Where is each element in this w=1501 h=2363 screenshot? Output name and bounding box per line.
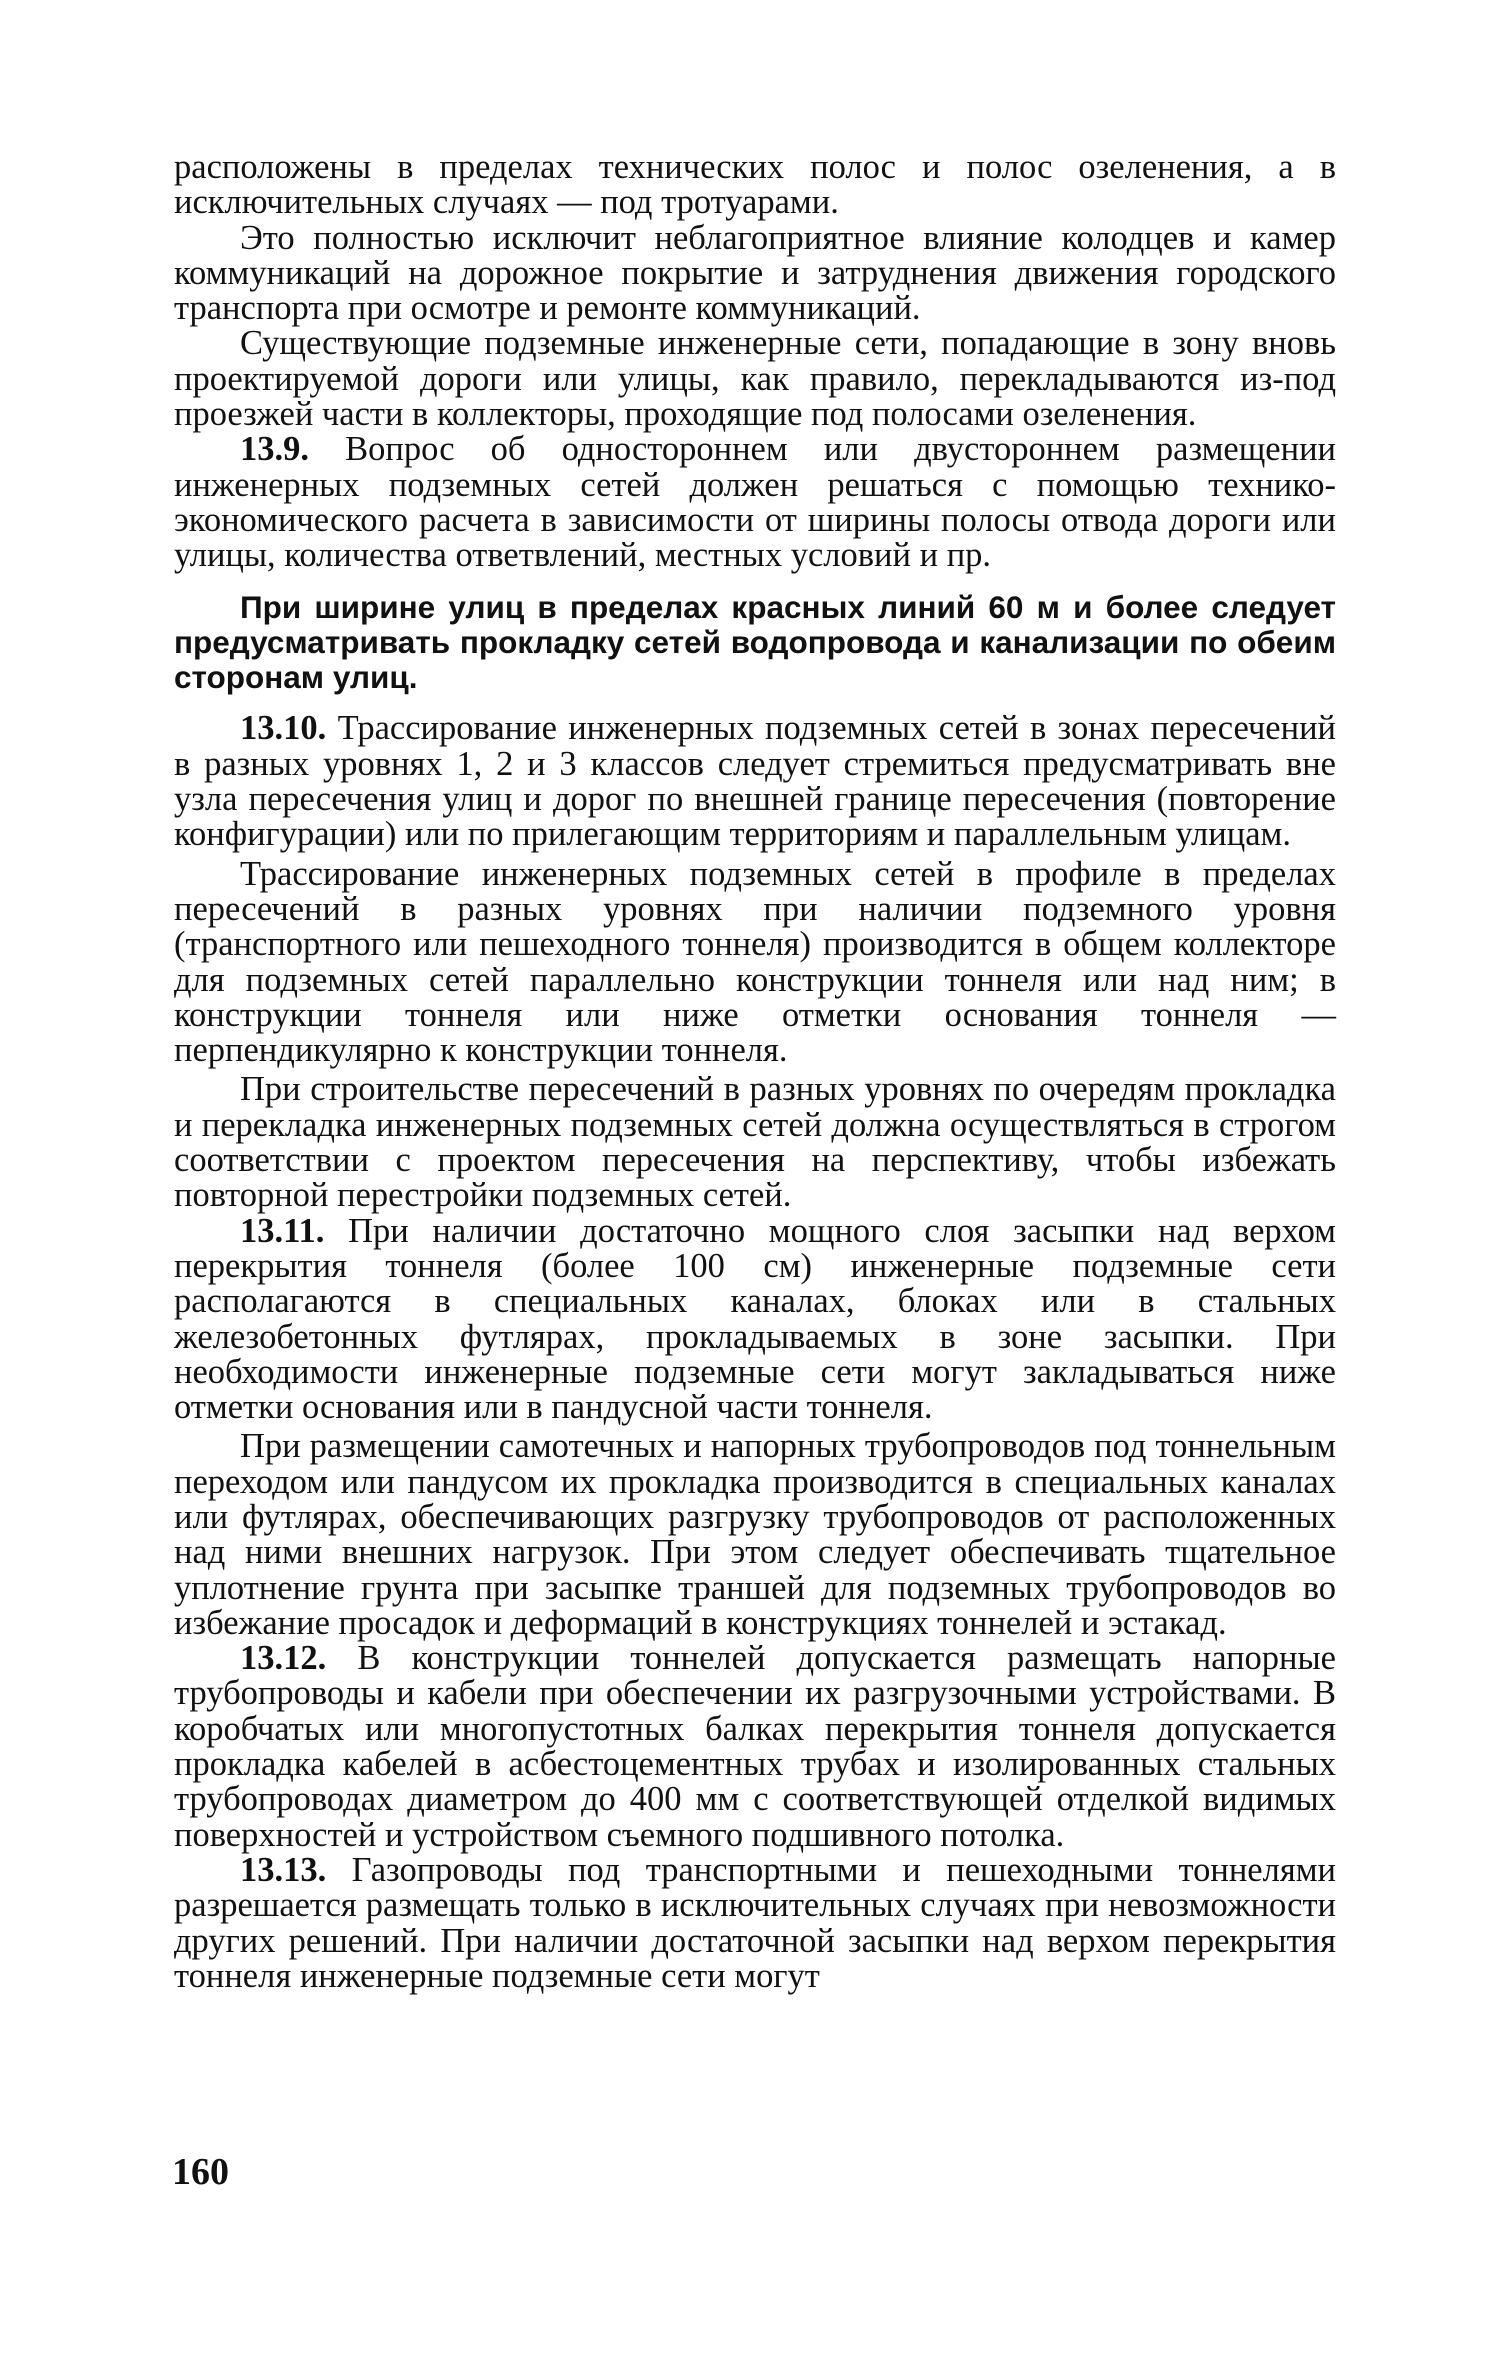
- section-13-10: [174, 711, 1336, 852]
- section-13-13: [174, 1850, 1336, 1995]
- section-number: 13.12.: [240, 1639, 327, 1678]
- paragraph-text: Трассирование инженерных подземных сетей в профиле в пределах пересечений в разных уровнях при наличии подземного уровня (транспортного или пешеходного тоннеля) производится в общем коллекторе для подземных сетей параллельно конструкции тоннеля или над ним; в конструкции тоннеля или ниже отметки основания тоннеля — перпендикулярно к конструкции тоннеля.: [174, 854, 1336, 1070]
- section-number: 13.10.: [240, 709, 327, 748]
- section-13-9: [174, 432, 1336, 573]
- paragraph: [174, 218, 1336, 328]
- paragraph-text: В конструкции тоннелей допускается размещать напорные трубопроводы и кабели при обеспечении их разгрузочными устройствами. В коробчатых или многопустотных балках перекрытия тоннеля допускается прокладка кабелей в асбестоцементных трубах и изолированных стальных трубопроводах диаметром до 400 мм с соответствующей отделкой видимых поверхностей и устройством съемного подшивного потолка.: [174, 1639, 1336, 1854]
- paragraph-text: Существующие подземные инженерные сети, попадающие в зону вновь проектируемой дороги или улицы, как правило, перекладываются из-под проезжей части в коллекторы, проходящие под полосами озеленения.: [174, 324, 1336, 434]
- paragraph: [174, 1429, 1336, 1641]
- paragraph: [174, 1072, 1336, 1213]
- paragraph-text: Газопроводы под транспортными и пешеходными тоннелями разрешается размещать только в исключительных случаях при невозможности других решений. При наличии достаточной засыпки над верхом перекрытия тоннеля инженерные подземные сети могут: [174, 1850, 1336, 1995]
- section-13-11: [174, 1211, 1337, 1427]
- paragraph-text: При строительстве пересечений в разных уровнях по очередям прокладка и перекладка инженерных подземных сетей должна осуществляться в строгом соответствии с проектом пересечения на перспективу, чтобы избежать повторной перестройки подземных сетей.: [174, 1070, 1336, 1215]
- section-13-12: [174, 1641, 1336, 1853]
- section-number: 13.13.: [240, 1850, 327, 1889]
- paragraph: [174, 326, 1336, 432]
- paragraph-text: При наличии достаточно мощного слоя засыпки над верхом перекрытия тоннеля (более 100 см) инженерные подземные сети располагаются в специальных каналах, блоках или в стальных железобетонных футлярах, прокладываемых в зоне засыпки. При необходимости инженерные подземные сети могут закладываться ниже отметки основания или в пандусной части тоннеля.: [174, 1211, 1337, 1427]
- paragraph: [174, 854, 1336, 1070]
- paragraph-text: Это полностью исключит неблагоприятное влияние колодцев и камер коммуникаций на дорожное покрытие и затруднения движения городского транспорта при осмотре и ремонте коммуникаций.: [174, 218, 1336, 328]
- paragraph-text: Трассирование инженерных подземных сетей в зонах пересечений в разных уровнях 1, 2 и 3 классов следует стремиться предусматривать вне узла пересечения улиц и дорог по внешней границе пересечения (повторение конфигурации) или по прилегающим территориям и параллельным улицам.: [174, 709, 1337, 854]
- paragraph-text: При размещении самотечных и напорных трубопроводов под тоннельным переходом или пандусом их прокладка производится в специальных каналах или футлярах, обеспечивающих разгрузку трубопроводов от расположенных над ними внешних нагрузок. При этом следует обеспечивать тщательное уплотнение грунта при засыпке траншей для подземных трубопроводов во избежание просадок и деформаций в конструкциях тоннелей и эстакад.: [174, 1427, 1336, 1642]
- page-number: 160: [172, 2151, 229, 2193]
- paragraph-text: расположены в пределах технических полос и полос озеленения, а в исключительных случаях — под тротуарами.: [174, 148, 1336, 222]
- section-number: 13.11.: [240, 1211, 325, 1250]
- paragraph-continuation: [174, 150, 1336, 221]
- bold-insert-paragraph: [174, 590, 1336, 696]
- text-column: [174, 150, 1336, 1994]
- section-number: 13.9.: [240, 430, 309, 469]
- paragraph-text: Вопрос об одностороннем или двустороннем размещении инженерных подземных сетей должен решаться с помощью технико-экономического расчета в зависимости от ширины полосы отвода дороги или улицы, количества ответвлений, местных условий и пр.: [174, 430, 1336, 575]
- paragraph-text: При ширине улиц в пределах красных линий 60 м и более следует предусматривать прокладку сетей водопровода и канализации по обеим сторонам улиц.: [174, 588, 1336, 696]
